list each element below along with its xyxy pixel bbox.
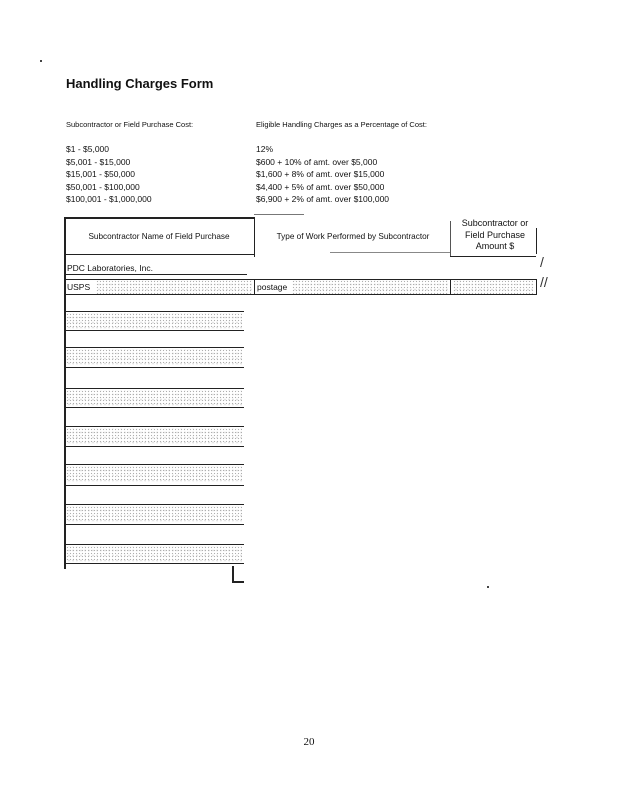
row-rule — [64, 563, 244, 564]
charge-rule: $1,600 + 8% of amt. over $15,000 — [256, 169, 385, 179]
table-row-work: postage — [257, 282, 288, 292]
header-name: Subcontractor Name of Field Purchase — [88, 232, 230, 241]
charge-rule: $600 + 10% of amt. over $5,000 — [256, 156, 378, 167]
charges-list — [256, 143, 389, 206]
header-bottom-rule — [64, 254, 254, 255]
row-rule — [64, 446, 244, 447]
table-row-name: PDC Laboratories, Inc. — [67, 263, 153, 273]
row-rule — [64, 274, 247, 275]
scan-noise — [96, 280, 252, 294]
check-mark-icon: / — [540, 254, 544, 270]
header-bottom-rule — [450, 256, 536, 257]
table-top-rule — [64, 217, 254, 219]
column-divider — [450, 279, 451, 295]
charges-header: Eligible Handling Charges as a Percentage of Cost: — [256, 120, 427, 129]
row-rule — [64, 311, 244, 312]
row-rule — [64, 347, 244, 348]
row-rule — [64, 464, 244, 465]
header-bottom-rule — [330, 252, 450, 253]
header-work: Type of Work Performed by Subcontractor — [276, 232, 430, 241]
column-divider — [254, 217, 255, 257]
table-top-rule — [254, 214, 304, 215]
scan-noise — [66, 313, 242, 329]
scan-noise — [66, 546, 242, 562]
scan-noise — [66, 349, 242, 365]
header-amount-line: Field Purchase — [464, 229, 526, 240]
cost-range: $15,001 - $50,000 — [66, 169, 136, 179]
check-mark-icon: // — [540, 274, 548, 290]
header-amount — [448, 218, 542, 253]
row-rule — [64, 504, 244, 505]
page-number: 20 — [303, 736, 315, 748]
scan-noise — [292, 280, 448, 294]
row-rule — [64, 524, 244, 525]
row-rule — [64, 367, 244, 368]
row-rule — [64, 407, 244, 408]
column-divider — [536, 279, 537, 295]
charge-rule: $4,400 + 5% of amt. over $50,000 — [256, 181, 385, 192]
charge-rule: 12% — [256, 144, 274, 154]
scan-noise — [453, 280, 535, 294]
column-divider — [254, 279, 255, 295]
scan-noise — [66, 390, 242, 406]
cost-range: $5,001 - $15,000 — [66, 156, 131, 167]
header-amount-line: Amount $ — [475, 241, 515, 251]
scan-speck — [40, 60, 42, 62]
cost-range: $100,001 - $1,000,000 — [66, 194, 152, 204]
row-rule — [64, 388, 244, 389]
cost-range: $1 - $5,000 — [66, 144, 110, 154]
scan-noise — [66, 428, 242, 444]
scan-noise — [66, 466, 242, 482]
form-title: Handling Charges Form — [66, 76, 214, 91]
row-rule — [64, 330, 244, 331]
cost-range: $50,001 - $100,000 — [66, 181, 140, 192]
scan-speck — [487, 586, 489, 588]
charge-rule: $6,900 + 2% of amt. over $100,000 — [256, 194, 390, 204]
table-bottom-rule — [232, 566, 234, 582]
header-amount-line: Subcontractor or — [461, 218, 529, 228]
cost-ranges-list — [66, 143, 152, 206]
row-rule — [64, 294, 536, 295]
scan-noise — [66, 506, 242, 522]
table-row-name: USPS — [67, 282, 91, 292]
row-rule — [64, 426, 244, 427]
table-bottom-rule — [232, 581, 244, 583]
row-rule — [64, 485, 244, 486]
row-rule — [64, 544, 244, 545]
cost-header: Subcontractor or Field Purchase Cost: — [66, 120, 194, 129]
